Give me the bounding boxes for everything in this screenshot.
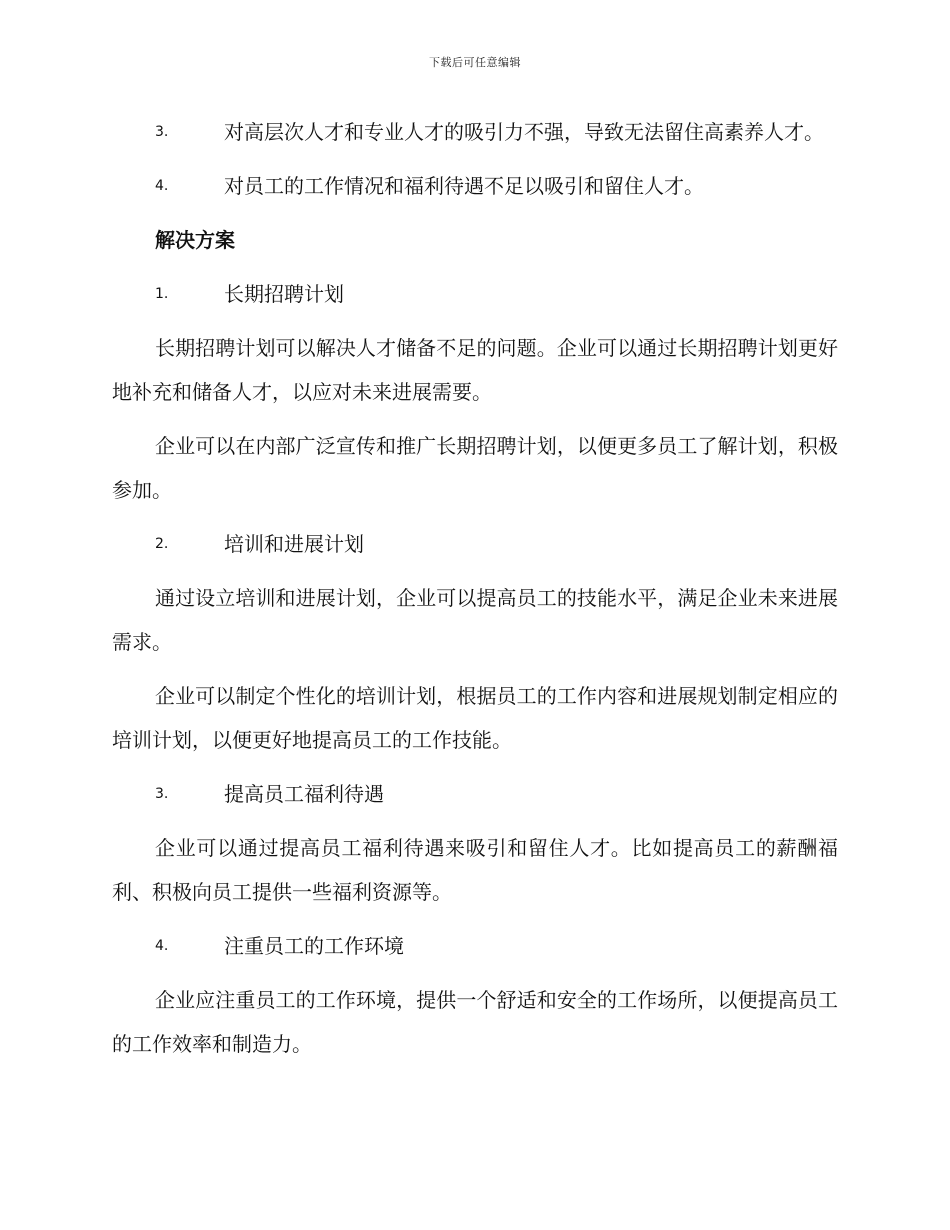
paragraph: 通过设立培训和进展计划，企业可以提高员工的技能水平，满足企业未来进展需求。 — [112, 586, 838, 654]
list-number: 4. — [155, 178, 169, 194]
list-item-problem-3 — [112, 110, 838, 154]
paragraph: 企业可以通过提高员工福利待遇来吸引和留住人才。比如提高员工的薪酬福利、积极向员工提供一些福利资源等。 — [112, 836, 838, 904]
list-number: 2. — [155, 536, 169, 552]
paragraph: 企业应注重员工的工作环境，提供一个舒适和安全的工作场所，以便提高员工的工作效率和制造力。 — [112, 988, 838, 1056]
paragraph: 企业可以制定个性化的培训计划，根据员工的工作内容和进展规划制定相应的培训计划，以便更好地提高员工的工作技能。 — [112, 684, 838, 752]
paragraph: 企业可以在内部广泛宣传和推广长期招聘计划，以便更多员工了解计划，积极参加。 — [112, 434, 838, 502]
solution-item-4 — [112, 924, 838, 968]
list-text: 培训和进展计划 — [224, 532, 364, 556]
list-number: 3. — [155, 786, 169, 802]
list-text: 注重员工的工作环境 — [224, 934, 404, 958]
list-text: 对高层次人才和专业人才的吸引力不强，导致无法留住高素养人才。 — [224, 120, 824, 144]
document-body — [112, 110, 838, 1076]
list-number: 3. — [155, 124, 169, 140]
list-number: 1. — [155, 286, 169, 302]
page-header: 下载后可任意编辑 — [429, 56, 521, 69]
solution-item-3 — [112, 772, 838, 816]
section-heading-solutions: 解决方案 — [155, 228, 235, 252]
solution-item-2 — [112, 522, 838, 566]
list-text: 对员工的工作情况和福利待遇不足以吸引和留住人才。 — [224, 174, 704, 198]
solution-item-1 — [112, 272, 838, 316]
list-item-problem-4 — [112, 164, 838, 208]
list-number: 4. — [155, 938, 169, 954]
list-text: 提高员工福利待遇 — [224, 782, 384, 806]
paragraph: 长期招聘计划可以解决人才储备不足的问题。企业可以通过长期招聘计划更好地补充和储备人才，以应对未来进展需要。 — [112, 336, 838, 404]
list-text: 长期招聘计划 — [224, 282, 344, 306]
